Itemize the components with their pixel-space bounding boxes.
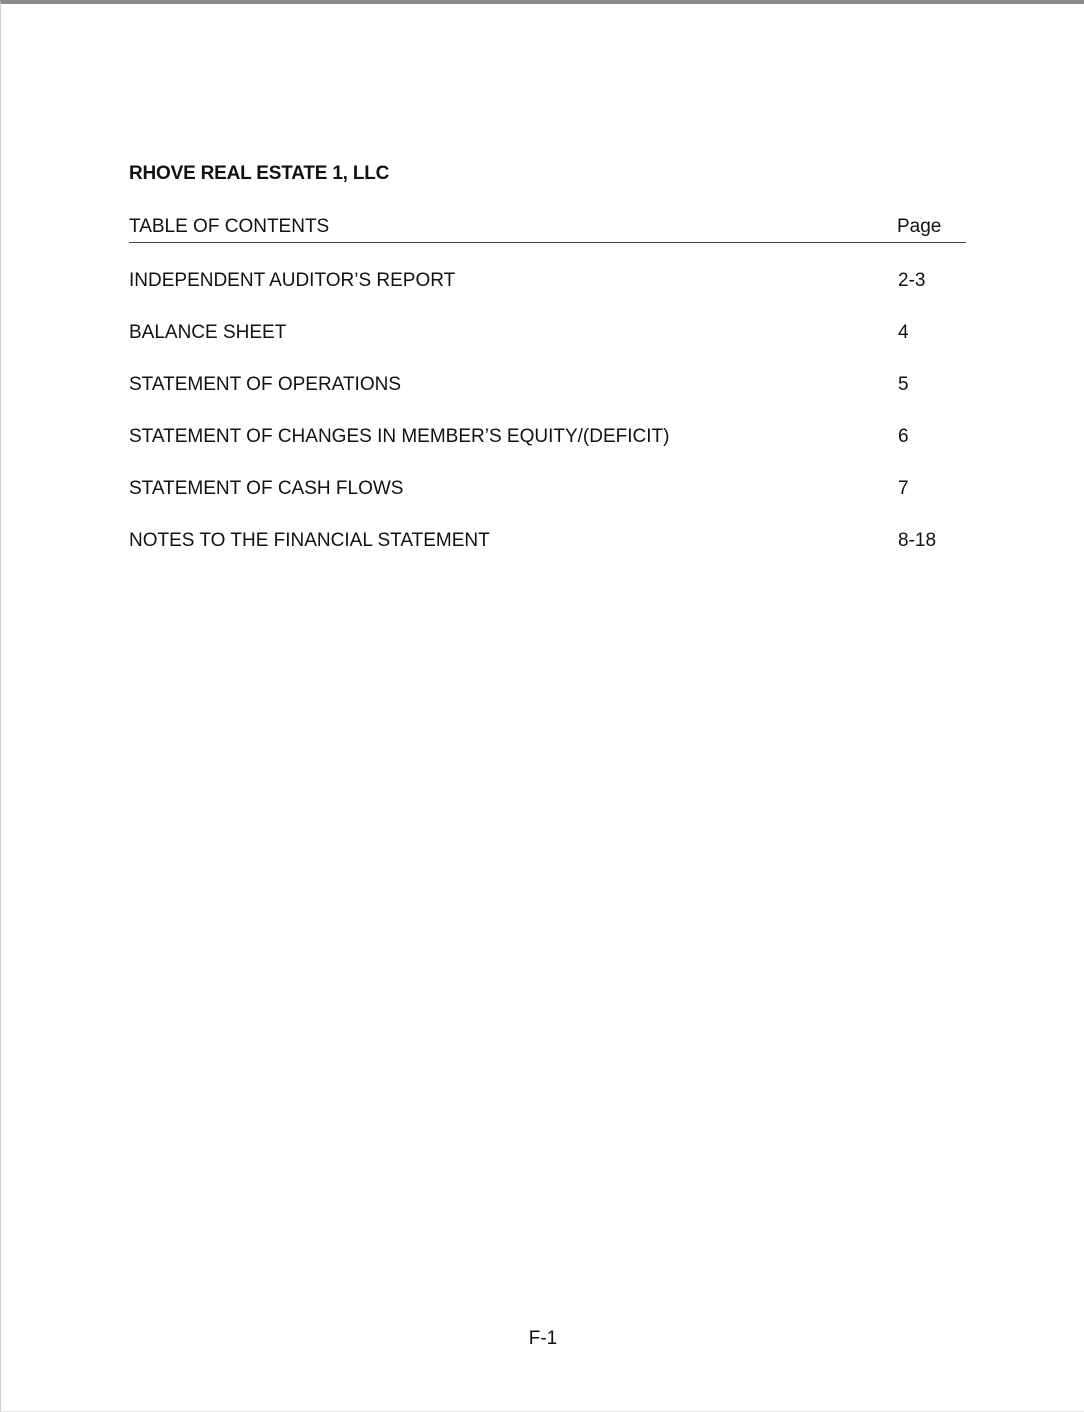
company-name: RHOVE REAL ESTATE 1, LLC xyxy=(129,163,390,184)
toc-entry xyxy=(129,322,966,374)
toc-heading: TABLE OF CONTENTS xyxy=(129,216,330,237)
toc-entry-page: 5 xyxy=(898,374,909,395)
toc-entry xyxy=(129,374,966,426)
toc-entry xyxy=(129,426,966,478)
toc-entry-title: STATEMENT OF OPERATIONS xyxy=(129,374,402,395)
toc-header xyxy=(129,216,966,243)
page-column-heading: Page xyxy=(897,216,942,237)
toc-entry xyxy=(129,270,966,322)
toc-entry-title: NOTES TO THE FINANCIAL STATEMENT xyxy=(129,530,490,551)
toc-entry-title: BALANCE SHEET xyxy=(129,322,287,343)
toc-entry xyxy=(129,530,966,582)
toc-entry-page: 7 xyxy=(898,478,909,499)
toc-list xyxy=(129,270,966,582)
toc-entry-page: 6 xyxy=(898,426,909,447)
toc-entry-title: STATEMENT OF CHANGES IN MEMBER’S EQUITY/(DEFICIT) xyxy=(129,426,670,447)
toc-entry-title: STATEMENT OF CASH FLOWS xyxy=(129,478,404,499)
toc-entry-page: 2-3 xyxy=(898,270,926,291)
toc-entry xyxy=(129,478,966,530)
page-footer-number: F-1 xyxy=(528,1328,558,1349)
toc-entry-page: 8-18 xyxy=(898,530,937,551)
toc-entry-title: INDEPENDENT AUDITOR’S REPORT xyxy=(129,270,456,291)
toc-entry-page: 4 xyxy=(898,322,909,343)
